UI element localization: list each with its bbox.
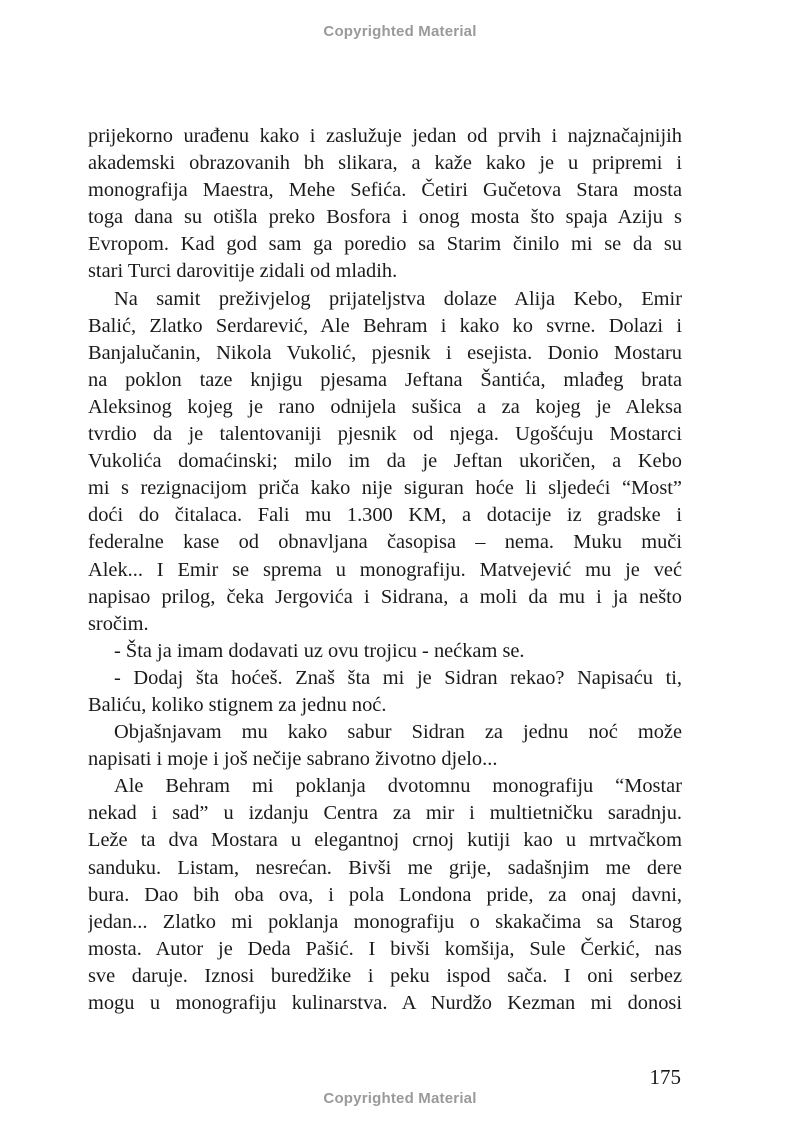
- text-line: toga dana su otišla preko Bosfora i onog mosta što spaja Aziju s: [88, 206, 682, 229]
- text-line: nekad i sad” u izdanju Centra za mir i multietničku saradnju.: [88, 802, 682, 825]
- text-line: Aleksinog kojeg je rano odnijela sušica a za kojeg je Aleksa: [88, 395, 682, 418]
- text-line: na poklon taze knjigu pjesama Jeftana Šantića, mlađeg brata: [88, 368, 682, 391]
- text-line: doći do čitalaca. Fali mu 1.300 KM, a dotacije iz gradske i: [88, 504, 682, 527]
- text-line: monografija Maestra, Mehe Sefića. Četiri Gučetova Stara mosta: [88, 179, 682, 202]
- text-line: sve daruje. Iznosi buredžike i peku ispod sača. I oni serbez: [88, 964, 682, 987]
- copyright-watermark-bottom: Copyrighted Material: [323, 1090, 477, 1107]
- text-line: Baliću, koliko stignem za jednu noć.: [88, 693, 387, 716]
- text-line: mogu u monografiju kulinarstva. A Nurdžo Kezman mi donosi: [88, 992, 682, 1014]
- text-line: Alek... I Emir se sprema u monografiju. Matvejević mu je već: [88, 558, 682, 581]
- text-line: sanduku. Listam, nesrećan. Bivši me grije, sadašnjim me dere: [88, 856, 682, 879]
- text-line: Evropom. Kad god sam ga poredio sa Starim činilo mi se da su: [88, 233, 682, 256]
- text-line: prijekorno urađenu kako i zaslužuje jedan od prvih i najznačajnijih: [88, 125, 682, 147]
- text-line: akademski obrazovanih bh slikara, a kaže kako je u pripremi i: [88, 152, 682, 175]
- text-line: Leže ta dva Mostara u elegantnoj crnoj kutiji kao u mrtvačkom: [88, 829, 682, 852]
- copyright-watermark-top: Copyrighted Material: [323, 23, 477, 40]
- text-line: Objašnjavam mu kako sabur Sidran za jednu noć može: [114, 721, 682, 744]
- text-line: bura. Dao bih oba ova, i pola Londona pride, za onaj davni,: [88, 883, 682, 906]
- text-line: Ale Behram mi poklanja dvotomnu monografiju “Mostar: [114, 775, 682, 798]
- page-body-text: [88, 123, 682, 1017]
- text-line: Balić, Zlatko Serdarević, Ale Behram i kako ko svrne. Dolazi i: [88, 314, 682, 337]
- text-line: federalne kase od obnavljana časopisa – nema. Muku muči: [88, 531, 682, 554]
- text-line: jedan... Zlatko mi poklanja monografiju o skakačima sa Starog: [88, 910, 682, 933]
- text-line: mosta. Autor je Deda Pašić. I bivši komšija, Sule Čerkić, nas: [88, 937, 682, 960]
- text-line: Banjalučanin, Nikola Vukolić, pjesnik i esejista. Donio Mostaru: [88, 341, 682, 364]
- text-line: Na samit preživjelog prijateljstva dolaze Alija Kebo, Emir: [114, 287, 682, 310]
- text-line: - Dodaj šta hoćeš. Znaš šta mi je Sidran rekao? Napisaću ti,: [114, 666, 682, 689]
- text-line: napisati i moje i još nečije sabrano životno djelo...: [88, 748, 498, 771]
- text-line: - Šta ja imam dodavati uz ovu trojicu - nećkam se.: [114, 639, 525, 662]
- text-line: stari Turci darovitije zidali od mladih.: [88, 260, 398, 283]
- text-line: sročim.: [88, 612, 149, 635]
- page-number: 175: [649, 1065, 681, 1089]
- text-line: napisao prilog, čeka Jergovića i Sidrana, a moli da mu i ja nešto: [88, 585, 682, 608]
- text-line: tvrdio da je talentovaniji pjesnik od njega. Ugošćuju Mostarci: [88, 423, 682, 446]
- text-line: mi s rezignacijom priča kako nije siguran hoće li sljedeći “Most”: [88, 477, 682, 500]
- text-line: Vukolića domaćinski; milo im da je Jeftan ukoričen, a Kebo: [88, 450, 682, 473]
